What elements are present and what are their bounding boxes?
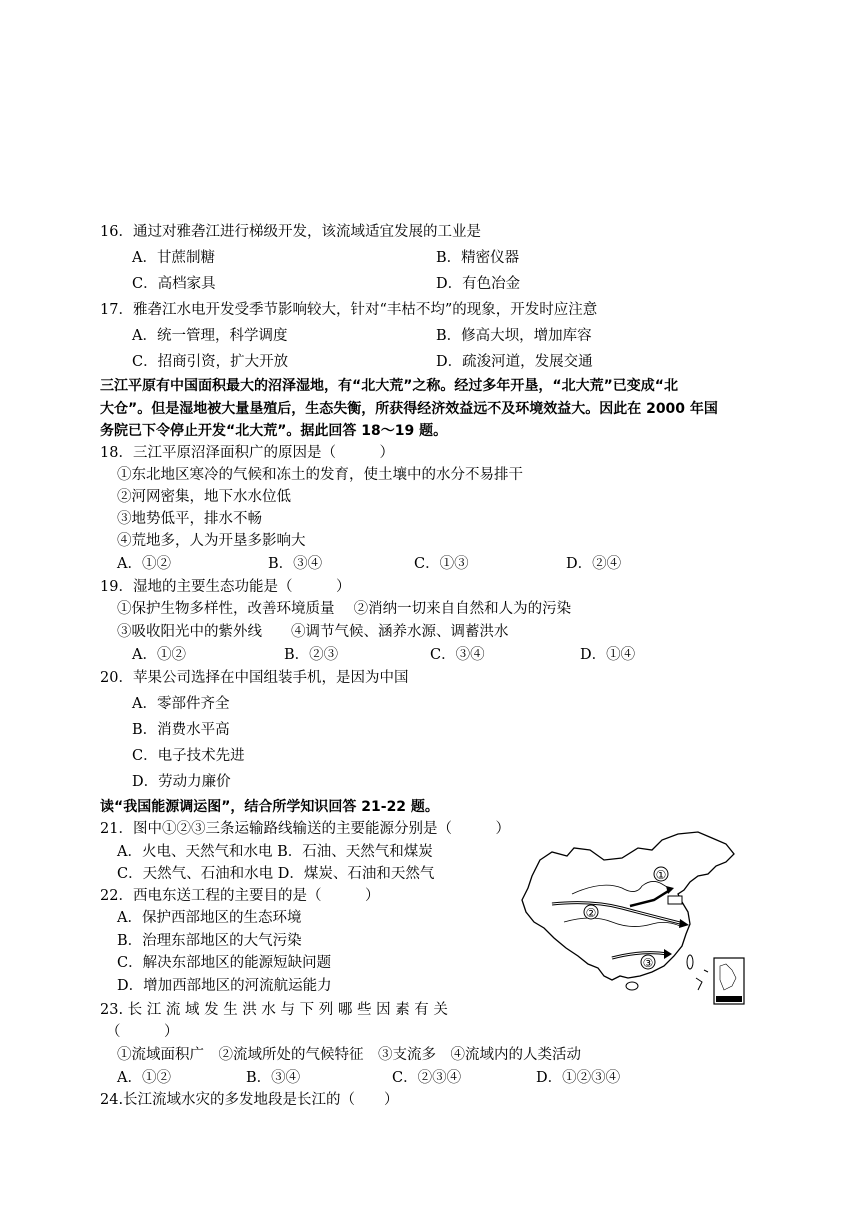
q18-stem: 18．三江平原沼泽面积广的原因是（ ） [100, 445, 394, 461]
q20-option-c[interactable]: C．电子技术先进 [132, 748, 245, 764]
q19-option-b[interactable]: B．②③ [284, 647, 339, 663]
q21-stem: 21．图中①②③三条运输路线输送的主要能源分别是（ ） [100, 821, 510, 837]
q16-option-d[interactable]: D．有色冶金 [436, 276, 521, 292]
q23-items: ①流域面积广 ②流域所处的气候特征 ③支流多 ④流域内的人类活动 [117, 1047, 581, 1063]
q23-option-c[interactable]: C．②③④ [392, 1070, 462, 1086]
route-1-label: ① [655, 868, 667, 882]
route-1-line [630, 890, 670, 906]
q23-stem: 23. 长 江 流 域 发 生 洪 水 与 下 列 哪 些 因 素 有 关 [100, 1002, 448, 1018]
q16-option-c[interactable]: C．高档家具 [132, 276, 216, 292]
q19-option-c[interactable]: C．③④ [430, 647, 485, 663]
q20-option-d[interactable]: D．劳动力廉价 [132, 774, 231, 790]
q17-option-c[interactable]: C．招商引资，扩大开放 [132, 354, 289, 370]
route-2-line [552, 903, 684, 924]
q16-option-b[interactable]: B．精密仪器 [436, 250, 520, 266]
route-2-arrow [679, 919, 689, 928]
yellow-river [572, 881, 672, 894]
q18-option-d[interactable]: D．②④ [566, 556, 622, 572]
q19-items-line1: ①保护生物多样性，改善环境质量 ②消纳一切来自自然和人为的污染 [117, 601, 572, 617]
q16-stem: 16．通过对雅砻江进行梯级开发，该流域适宜发展的工业是 [100, 224, 481, 240]
q22-option-c[interactable]: C．解决东部地区的能源短缺问题 [117, 955, 332, 971]
route-3-label: ③ [642, 956, 654, 970]
q18-option-b[interactable]: B．③④ [268, 556, 323, 572]
q19-items-line2: ③吸收阳光中的紫外线 ④调节气候、涵养水源、调蓄洪水 [117, 624, 509, 640]
q23-answer-paren: （ ） [106, 1024, 179, 1040]
q20-option-b[interactable]: B．消费水平高 [132, 722, 230, 738]
q23-option-b[interactable]: B．③④ [246, 1070, 301, 1086]
q23-option-a[interactable]: A．①② [117, 1070, 171, 1086]
q18-option-c[interactable]: C．①③ [414, 556, 469, 572]
q18-item-1: ①东北地区寒冷的气候和冻土的发育，使土壤中的水分不易排干 [117, 467, 523, 483]
passage-sanjiang-line1: 三江平原有中国面积最大的沼泽湿地，有“北大荒”之称。经过多年开垦，“北大荒”已变成“北 [100, 378, 679, 394]
hainan-island [626, 982, 638, 990]
q16-option-a[interactable]: A．甘蔗制糖 [132, 250, 215, 266]
q17-stem: 17．雅砻江水电开发受季节影响较大，针对“丰枯不均”的现象，开发时应注意 [100, 302, 598, 318]
q22-option-a[interactable]: A．保护西部地区的生态环境 [117, 910, 302, 926]
q20-stem: 20．苹果公司选择在中国组装手机，是因为中国 [100, 670, 409, 686]
q22-stem: 22．西电东送工程的主要目的是（ ） [100, 888, 380, 904]
q18-option-a[interactable]: A．①② [117, 556, 171, 572]
passage-sanjiang-line2: 大仓”。但是湿地被大量垦殖后，生态失衡，所获得经济效益远不及环境效益大。因此在 2000 年国 [100, 401, 718, 417]
q22-option-d[interactable]: D．增加西部地区的河流航运能力 [117, 978, 332, 994]
route-3-arrow [664, 949, 672, 959]
energy-transport-map [512, 830, 758, 1012]
route-2-label: ② [585, 906, 597, 920]
q17-option-b[interactable]: B．修高大坝，增加库容 [436, 328, 592, 344]
q19-option-d[interactable]: D．①④ [580, 647, 636, 663]
taiwan-island [687, 955, 693, 969]
passage-energy-map: 读“我国能源调运图”，结合所学知识回答 21-22 题。 [100, 799, 439, 815]
q22-option-b[interactable]: B．治理东部地区的大气污染 [117, 933, 302, 949]
q17-option-a[interactable]: A．统一管理，科学调度 [132, 328, 288, 344]
q23-option-d[interactable]: D．①②③④ [536, 1070, 621, 1086]
china-outline [522, 832, 734, 980]
q18-item-3: ③地势低平，排水不畅 [117, 511, 262, 527]
q21-options-line2[interactable]: C．天然气、石油和水电 D．煤炭、石油和天然气 [117, 866, 435, 882]
q20-option-a[interactable]: A．零部件齐全 [132, 696, 230, 712]
q17-option-d[interactable]: D．疏浚河道，发展交通 [436, 354, 593, 370]
q19-option-a[interactable]: A．①② [132, 647, 186, 663]
q18-item-2: ②河网密集，地下水水位低 [117, 489, 291, 505]
q19-stem: 19．湿地的主要生态功能是（ ） [100, 579, 351, 595]
q21-options-line1[interactable]: A．火电、天然气和水电 B．石油、天然气和煤炭 [117, 844, 433, 860]
passage-sanjiang-line3: 务院已下令停止开发“北大荒”。据此回答 18～19 题。 [100, 423, 448, 439]
q18-item-4: ④荒地多，人为开垦多影响大 [117, 533, 306, 549]
q24-stem: 24.长江流域水灾的多发地段是长江的（ ） [100, 1092, 399, 1108]
